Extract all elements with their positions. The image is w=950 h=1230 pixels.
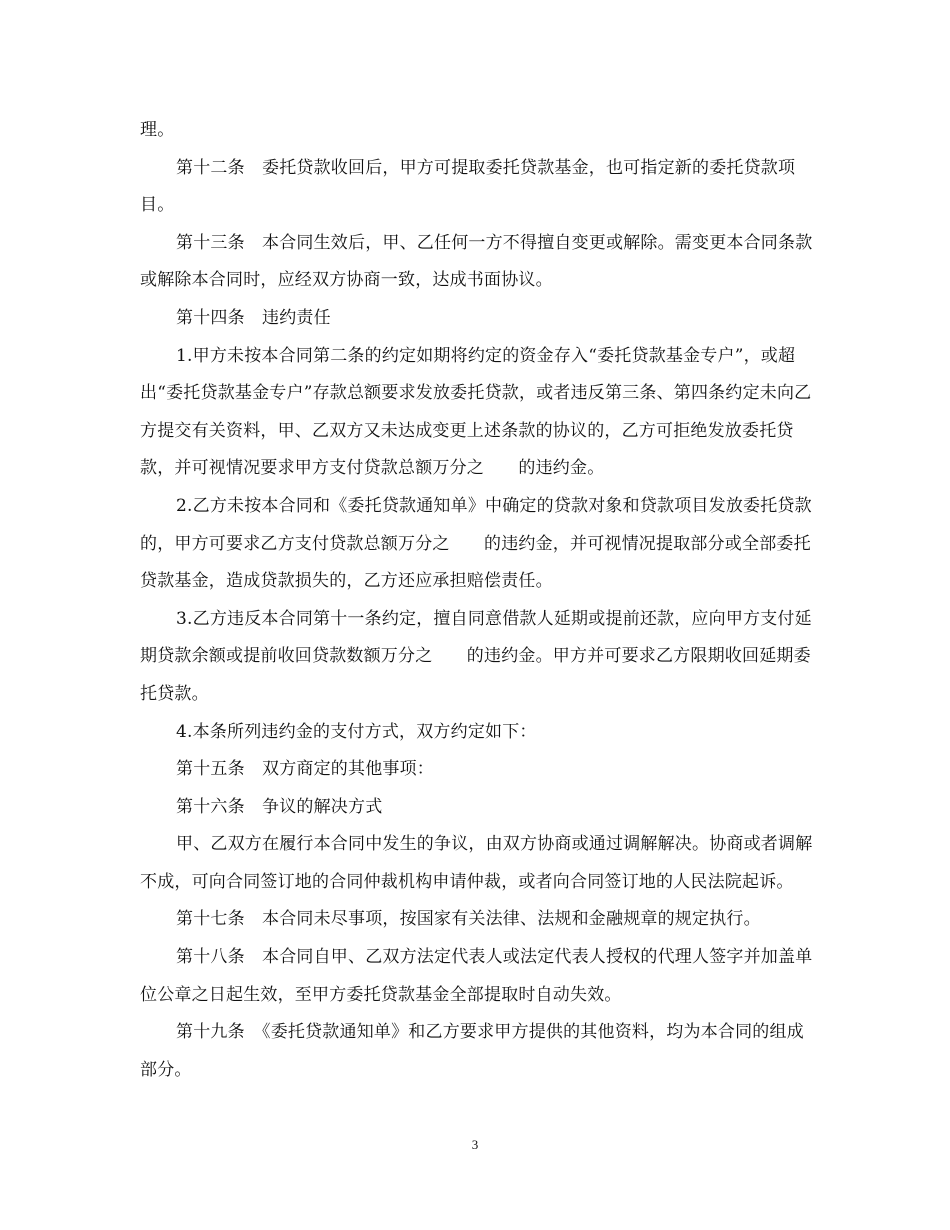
article-14-clause-4: 4.本条所列违约金的支付方式，双方约定如下： (176, 721, 537, 742)
page-number: 3 (471, 1137, 479, 1152)
article-16-body: 甲、乙双方在履行本合同中发生的争议，由双方协商或通过调解解决。协商或者调解不成，可向合同签订地的合同仲裁机构申请仲裁，或者向合同签订地的人民法院起诉。 (140, 834, 813, 892)
article-13: 第十三条 本合同生效后，甲、乙任何一方不得擅自变更或解除。需变更本合同条款或解除本合同时，应经双方协商一致，达成书面协议。 (140, 232, 813, 291)
article-16-heading: 第十六条 争议的解决方式 (176, 796, 383, 817)
article-14-clause-1: 1.甲方未按本合同第二条的约定如期将约定的资金存入“委托贷款基金专户”，或超出“委托贷款基金专户”存款总额要求发放委托贷款，或者违反第三条、第四条约定未向乙方提交有关资料，甲、乙双方又未达成变更上述条款的协议的，乙方可拒绝发放委托贷款，并可视情况要求甲方支付贷款总额万分之 的违约金。 (140, 345, 812, 479)
article-17: 第十七条 本合同未尽事项，按国家有关法律、法规和金融规章的规定执行。 (176, 909, 761, 930)
article-12: 第十二条 委托贷款收回后，甲方可提取委托贷款基金，也可指定新的委托贷款项目。 (140, 157, 796, 216)
article-18: 第十八条 本合同自甲、乙双方法定代表人或法定代表人授权的代理人签字并加盖单位公章之日起生效，至甲方委托贷款基金全部提取时自动失效。 (140, 947, 813, 1005)
article-14-heading: 第十四条 违约责任 (176, 307, 331, 328)
document-body (140, 112, 820, 1089)
article-15: 第十五条 双方商定的其他事项： (176, 759, 434, 780)
article-14-clause-2: 2.乙方未按本合同和《委托贷款通知单》中确定的贷款对象和贷款项目发放委托贷款的，甲方可要求乙方支付贷款总额万分之 的违约金，并可视情况提取部分或全部委托贷款基金，造成贷款损失的，乙方还应承担赔偿责任。 (140, 495, 812, 592)
paragraph-continuation: 理。 (140, 120, 175, 140)
article-19: 第十九条 《委托贷款通知单》和乙方要求甲方提供的其他资料，均为本合同的组成部分。 (140, 1022, 804, 1080)
article-14-clause-3: 3.乙方违反本合同第十一条约定，擅自同意借款人延期或提前还款，应向甲方支付延期贷款余额或提前收回贷款数额万分之 的违约金。甲方并可要求乙方限期收回延期委托贷款。 (140, 608, 812, 704)
